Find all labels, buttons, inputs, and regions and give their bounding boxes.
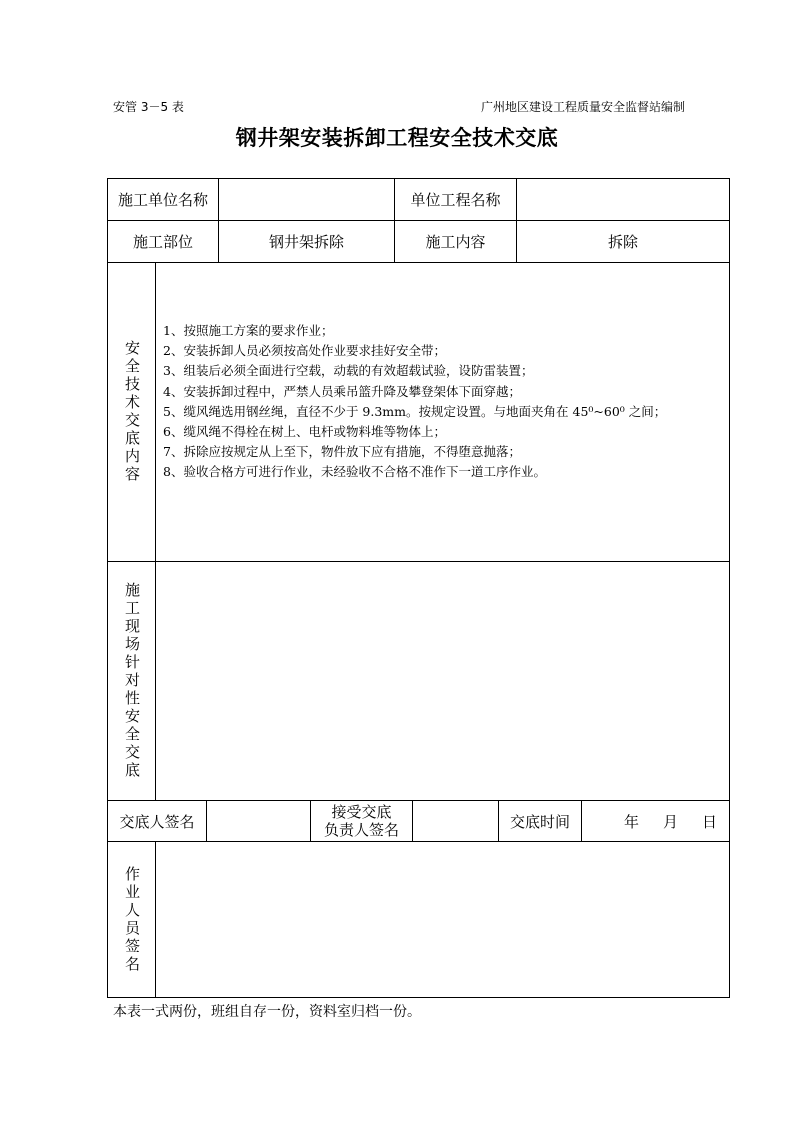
- project-name-field[interactable]: [516, 178, 730, 221]
- date-month: 月: [662, 812, 678, 831]
- disclosure-item: 6、缆风绳不得栓在树上、电杆或物料堆等物体上；: [163, 424, 446, 440]
- time-label: 交底时间: [498, 800, 582, 842]
- receiver-signature-field[interactable]: [412, 800, 499, 842]
- disclosure-item: 8、验收合格方可进行作业，未经验收不合格不准作下一道工序作业。: [163, 464, 546, 480]
- section-value: 钢井架拆除: [218, 220, 395, 263]
- site-disclosure-label: [107, 561, 156, 801]
- disclosure-label-text: 安全技术交底内容: [123, 340, 141, 484]
- discloser-signature-field[interactable]: [206, 800, 311, 842]
- unit-name-label: 施工单位名称: [107, 178, 219, 221]
- disclosure-item: 2、安装拆卸人员必须按高处作业要求挂好安全带；: [163, 343, 446, 359]
- disclosure-item: 1、按照施工方案的要求作业；: [163, 323, 334, 338]
- workers-signature-label-text: 作业人员签名: [123, 865, 141, 974]
- unit-name-field[interactable]: [218, 178, 395, 221]
- disclosure-item: 4、安装拆卸过程中，严禁人员乘吊篮升降及攀登架体下面穿越；: [163, 383, 521, 399]
- content-label: 施工内容: [394, 220, 517, 263]
- publisher: 广州地区建设工程质量安全监督站编制: [481, 100, 686, 114]
- receiver-label-line2: 负责人签名: [323, 821, 399, 839]
- site-disclosure-field[interactable]: [155, 561, 730, 801]
- project-name-label: 单位工程名称: [394, 178, 517, 221]
- disclosure-item: 3、组装后必须全面进行空载，动载的有效超载试验，设防雷装置；: [163, 363, 534, 379]
- form-code: 安管 3－5 表: [113, 100, 184, 114]
- receiver-label: [310, 800, 413, 842]
- disclosure-item: 5、缆风绳选用钢丝绳，直径不少于 9.3mm。按规定设置。与地面夹角在 45⁰~60⁰ 之间；: [163, 403, 667, 419]
- section-label: 施工部位: [107, 220, 219, 263]
- disclosure-label: [107, 262, 156, 562]
- receiver-label-line1: 接受交底: [331, 803, 392, 821]
- disclosure-content: [155, 262, 730, 562]
- date-year: 年: [623, 812, 639, 831]
- disclosure-item: 7、拆除应按规定从上至下，物件放下应有措施，不得堕意抛落；: [163, 444, 521, 460]
- workers-signature-label: [107, 841, 156, 998]
- date-day: 日: [701, 812, 717, 831]
- footer-note: 本表一式两份，班组自存一份，资料室归档一份。: [113, 1004, 421, 1020]
- disclosure-table: [107, 178, 730, 998]
- site-disclosure-label-text: 施工现场针对性安全交底: [123, 582, 141, 780]
- discloser-label: 交底人签名: [107, 800, 207, 842]
- content-value: 拆除: [516, 220, 730, 263]
- workers-signature-field[interactable]: [155, 841, 730, 998]
- disclosure-date-field[interactable]: [581, 800, 730, 842]
- document-title: 钢井架安装拆卸工程安全技术交底: [235, 126, 559, 150]
